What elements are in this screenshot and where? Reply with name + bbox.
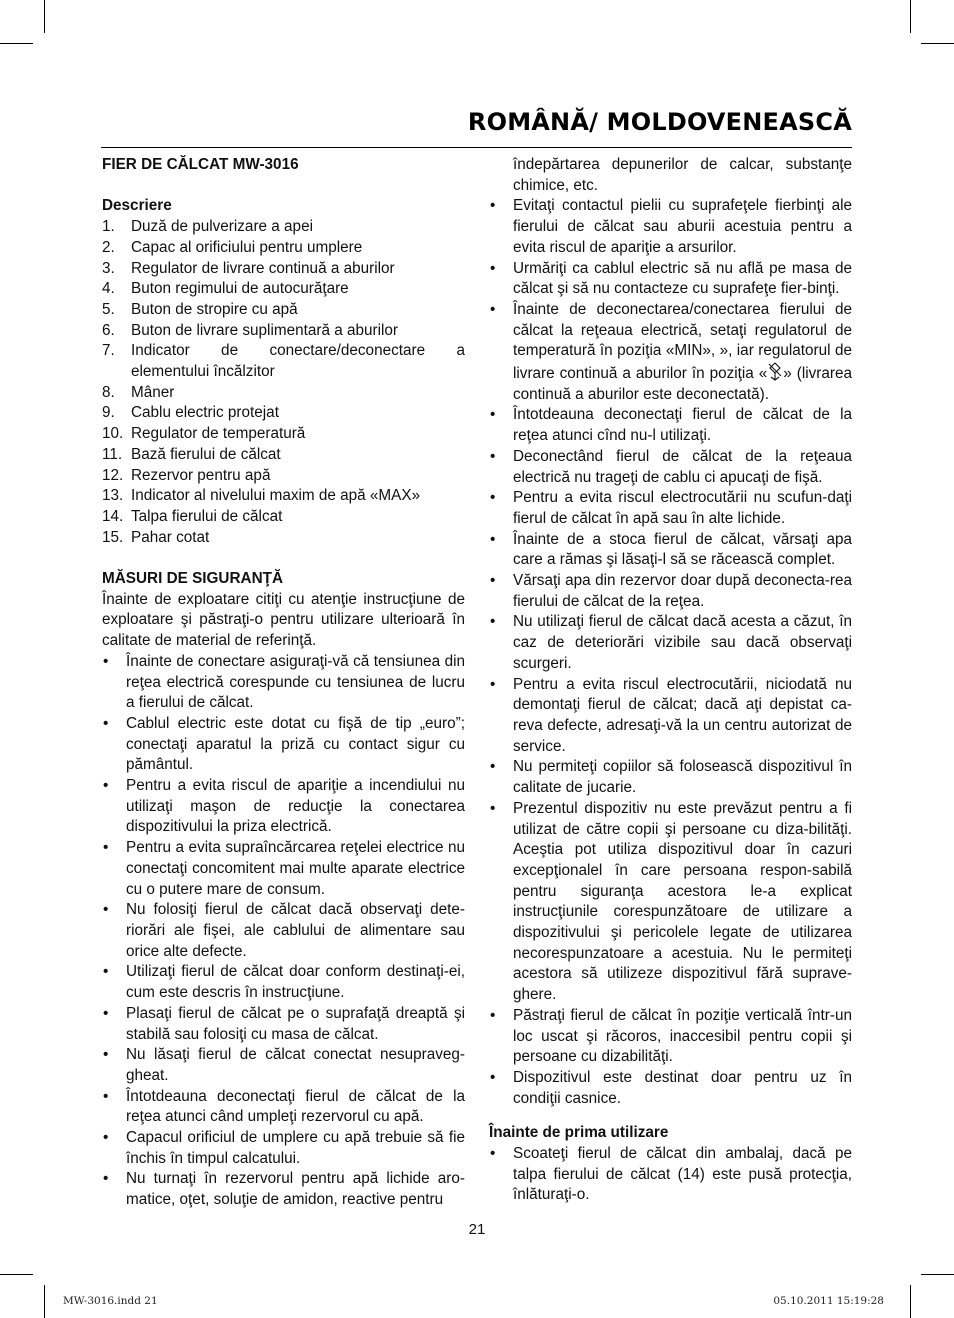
left-column [102,155,465,1211]
page-title: ROMÂNĂ/ MOLDOVENEASCĂ [467,108,852,136]
part-number: 7. [102,342,115,360]
safety-heading: MĂSURI DE SIGURANŢĂ [102,570,284,588]
part-number: 3. [102,259,115,277]
crop-mark [910,1285,911,1318]
parts-list [102,217,465,548]
part-item [102,486,465,507]
safety-list-continued [489,196,852,300]
list-item: • Scoateţi fierul de călcat din ambalaj, dacă pe talpa fierului de călcat (14) este pusă protecţia, înlăturaţi-o. [489,1144,852,1206]
part-number: 6. [102,321,115,339]
part-item [102,424,465,445]
header-divider [101,147,852,148]
right-column [489,155,852,1206]
list-item: • Plasaţi fierul de călcat pe o suprafaţă dreaptă şi stabilă sau folosiţi cu masa de călcat. [102,1004,465,1045]
part-number: 12. [102,466,124,484]
part-item [102,445,465,466]
safety-list-continued-b [489,405,852,1109]
list-item: • Capacul orificiul de umplere cu apă trebuie să fie închis în timpul calcatului. [102,1128,465,1169]
list-item: • Întotdeauna deconectaţi fierul de călcat de la reţea atunci cînd nu-l utilizaţi. [489,405,852,446]
list-item: • Pentru a evita riscul electrocutării nu scufun-daţi fierul de călcat în apă sau în alte lichide. [489,488,852,529]
part-number: 11. [102,445,123,463]
part-number: 1. [102,218,115,236]
part-item [102,300,465,321]
list-item: • Pentru a evita riscul electrocutării, niciodată nu demontaţi fierul de călcat; dacă aţi depistat ca-reva defecte, adresaţi-vă la un centru autorizat de service. [489,675,852,758]
list-item: • Nu lăsaţi fierul de călcat conectat nesupraveg-gheat. [102,1045,465,1086]
part-label: Duză de pulverizare a apei [131,218,313,236]
part-item [102,507,465,528]
part-item [102,259,465,280]
part-label: Indicator de conectare/deconectare a elementului încălzitor [131,342,465,381]
list-item: • Nu utilizaţi fierul de călcat dacă acesta a căzut, în caz de deteriorări vizibile sau dacă observaţi scurgeri. [489,612,852,674]
part-label: Regulator de livrare continuă a aburilor [131,259,395,277]
steam-off-icon [767,365,783,382]
safety-list [102,652,465,1211]
regulator-text-after: » (livrarea continuă a aburilor este deconectată). [513,365,852,403]
part-label: Regulator de temperatură [131,425,306,443]
part-number: 10. [102,425,124,443]
part-item [102,238,465,259]
page-number: 21 [468,1221,486,1238]
crop-mark [44,0,45,33]
footer-file-info: MW-3016.indd 21 [63,1295,158,1307]
part-item [102,466,465,487]
regulator-item-list [489,300,852,406]
list-item [489,300,852,406]
description-heading: Descriere [102,197,172,215]
crop-mark [921,43,954,44]
part-label: Pahar cotat [131,528,210,546]
part-item [102,341,465,382]
product-title: FIER DE CĂLCAT MW-3016 [102,156,299,173]
part-item [102,321,465,342]
list-item: • Păstraţi fierul de călcat în poziţie verticală într-un loc uscat şi răcoros, inaccesibil pentru copii şi persoane cu dizabilităţi. [489,1006,852,1068]
list-item: • Urmăriţi ca cablul electric să nu află pe masa de călcat şi să nu contacteze cu suprafeţe fier-binţi. [489,259,852,300]
list-item: • Nu folosiţi fierul de călcat dacă observaţi dete-riorări ale fişei, ale cablului de alimentare sau orice alte defecte. [102,900,465,962]
part-item [102,528,465,549]
part-label: Buton de stropire cu apă [131,300,298,318]
continuation-text: îndepărtarea depunerilor de calcar, substanţe chimice, etc. [513,156,852,194]
list-item: • Înainte de conectare asiguraţi-vă că tensiunea din reţea electrică corespunde cu tensiunea de lucru a fierului de călcat. [102,652,465,714]
crop-mark [44,1285,45,1318]
part-number: 5. [102,300,115,318]
part-item [102,217,465,238]
first-use-heading: Înainte de prima utilizare [489,1124,669,1142]
regulator-text-before: Înainte de deconectarea/conectarea fierului de călcat la reţeaua electrică, setaţi regulatorul de temperatură în poziţia «MIN», », iar regulatorul de livrare continuă a aburilor în poziţia « [513,300,852,383]
crop-mark [910,0,911,33]
part-label: Capac al orificiului pentru umplere [131,238,363,256]
part-label: Rezervor pentru apă [131,466,271,484]
part-number: 14. [102,507,124,525]
part-number: 13. [102,487,124,505]
part-label: Talpa fierului de călcat [131,507,283,525]
part-label: Bază fierului de călcat [131,445,281,463]
part-number: 8. [102,383,115,401]
list-item: • Întotdeauna deconectaţi fierul de călcat de la reţea atunci când umpleţi rezervorul cu apă. [102,1087,465,1128]
part-label: Cablu electric protejat [131,404,279,422]
list-item: • Cablul electric este dotat cu fişă de tip „euro”; conectaţi aparatul la priză cu contact sigur cu pământul. [102,714,465,776]
part-label: Indicator al nivelului maxim de apă «MAX» [131,487,421,505]
part-item [102,403,465,424]
list-item: • Prezentul dispozitiv nu este prevăzut pentru a fi utilizat de către copii şi persoane cu diza-bilităţi. Aceştia pot utiliza dispozitivul doar în cazuri excepţionalel în care persoana respon-sabilă pentru siguranţa acestora le-a explicat instrucţiunile corespunzătoare de utilizare a dispozitivului şi pericolele legate de utilizarea necorespunzatoare a acestuia. Nu le permiteţi acestora să utilizeze dispozitivul fără suprave-ghere. [489,799,852,1006]
part-label: Buton regimului de autocurăţare [131,280,349,298]
list-item: • Nu turnaţi în rezervorul pentru apă lichide aro-matice, oţet, soluţie de amidon, reactive pentru [102,1169,465,1210]
first-use-list [489,1144,852,1206]
list-item: • Utilizaţi fierul de călcat doar conform destinaţi-ei, cum este descris în instrucţiune. [102,962,465,1003]
list-item: • Pentru a evita supraîncărcarea reţelei electrice nu conectaţi concomitent mai multe aparate electrice cu o putere mare de consum. [102,838,465,900]
part-item [102,383,465,404]
list-item: • Înainte de a stoca fierul de călcat, vărsaţi apa care a rămas şi lăsaţi-l să se răcească complet. [489,530,852,571]
crop-mark [921,1274,954,1275]
list-item: • Dispozitivul este destinat doar pentru uz în condiţii casnice. [489,1068,852,1109]
part-number: 15. [102,528,124,546]
part-number: 9. [102,404,115,422]
part-number: 2. [102,238,115,256]
crop-mark [0,43,33,44]
footer-timestamp: 05.10.2011 15:19:28 [773,1295,884,1307]
part-item [102,279,465,300]
safety-intro: Înainte de exploatare citiţi cu atenţie instrucţiune de exploatare şi păstraţi-o pentru utilizare ulterioară în calitate de material de referinţă. [102,590,465,650]
part-number: 4. [102,280,115,298]
list-item: • Deconectând fierul de călcat de la reţeaua electrică nu trageţi de cablu ci apucaţi de fişă. [489,447,852,488]
part-label: Buton de livrare suplimentară a aburilor [131,321,398,339]
part-label: Mâner [131,383,175,401]
list-item: • Pentru a evita riscul de apariţie a incendiului nu utilizaţi maşon de reducţie la conectarea dispozitivului la priza electrică. [102,776,465,838]
list-item: • Vărsaţi apa din rezervor doar după deconecta-rea fierului de călcat de la reţea. [489,571,852,612]
list-item: • Nu permiteţi copiilor să folosească dispozitivul în calitate de jucarie. [489,757,852,798]
list-item: • Evitaţi contactul pielii cu suprafeţele fierbinţi ale fierului de călcat sau aburii acestuia pentru a evita riscul de apariţie a arsurilor. [489,196,852,258]
crop-mark [0,1274,33,1275]
